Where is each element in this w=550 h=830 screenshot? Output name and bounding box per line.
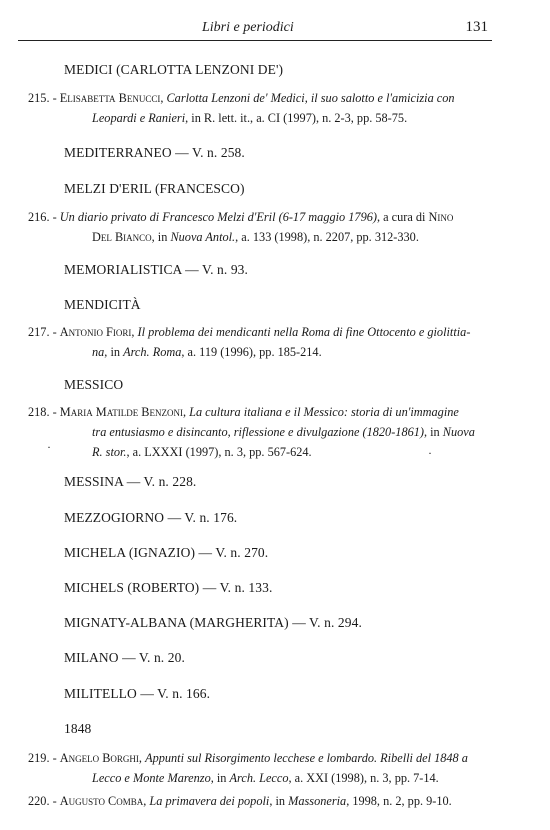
margin-dot: · (428, 446, 432, 460)
entry-author: Elisabetta Benucci (59, 91, 161, 105)
entry-number: 220. - (28, 794, 60, 808)
entry-source: , 1998, n. 2, pp. 9-10. (346, 794, 452, 808)
entry-title: Il problema dei mendicanti nella Roma di fine Ottocento e giolittia- (137, 325, 471, 339)
entry-title: La primavera dei popoli (149, 794, 270, 808)
entry-journal: Massoneria (288, 794, 347, 808)
subject-heading: MICHELA (IGNAZIO) — V. n. 270. (64, 545, 269, 560)
subject-heading: MELZI D'ERIL (FRANCESCO) (64, 181, 245, 196)
entry-journal-continued: R. stor. (92, 445, 127, 459)
subject-heading: MEDICI (CARLOTTA LENZONI DE') (64, 62, 284, 77)
entry-editor-continued: Del Bianco (92, 230, 152, 244)
entry-title-continued: Leopardi e Ranieri (92, 111, 186, 125)
subject-heading: MENDICITÀ (64, 297, 141, 312)
entry-journal: Arch. Lecco (229, 771, 289, 785)
entry-author: Angelo Borghi (59, 751, 139, 765)
subject-heading: MILANO — V. n. 20. (64, 650, 185, 665)
running-title: Libri e periodici (202, 20, 294, 35)
entry-title: Carlotta Lenzoni de' Medici, il suo salotto e l'amicizia con (166, 91, 455, 105)
bibliography-entry-216: 216. - Un diario privato di Francesco Melzi d'Eril (6-17 maggio 1796), a cura di Nino Del Bianco, in Nuova Antol., a. 133 (1998), n. 2207, pp. 312-330. (28, 210, 454, 244)
entry-title: La cultura italiana e il Messico: storia di un'immagine (189, 405, 459, 419)
subject-heading: MICHELS (ROBERTO) — V. n. 133. (64, 580, 273, 595)
entry-title-continued: na (92, 345, 105, 359)
entry-number: 215. - (28, 91, 60, 105)
entry-author: Maria Matilde Benzoni (59, 405, 183, 419)
entry-number: 216. - (28, 210, 60, 224)
entry-source: , a. LXXXI (1997), n. 3, pp. 567-624. (126, 445, 312, 459)
subject-heading: MILITELLO — V. n. 166. (64, 686, 211, 701)
entry-source: , a. 119 (1996), pp. 185-214. (181, 345, 322, 359)
entry-source: , a. 133 (1998), n. 2207, pp. 312-330. (235, 230, 419, 244)
subject-heading: MEMORIALISTICA — V. n. 93. (64, 262, 248, 277)
bibliography-entry-220: 220. - Augusto Comba, La primavera dei popoli, in Massoneria, 1998, n. 2, pp. 9-10. (28, 794, 452, 808)
entry-title: Un diario privato di Francesco Melzi d'Eril (6-17 maggio 1796) (59, 210, 377, 224)
bibliography-entry-217: 217. - Antonio Fiori, Il problema dei mendicanti nella Roma di fine Ottocento e giolittia- na, in Arch. Roma, a. 119 (1996), pp. 185-214. (28, 325, 471, 359)
bibliography-entry-215: 215. - Elisabetta Benucci, Carlotta Lenzoni de' Medici, il suo salotto e l'amicizia con Leopardi e Ranieri, in R. lett. it., a. CI (1997), n. 2-3, pp. 58-75. (28, 91, 455, 125)
bibliography-entry-218: 218. - Maria Matilde Benzoni, La cultura italiana e il Messico: storia di un'immagine tra entusiasmo e disincanto, riflessione e divulgazione (1820-1861), in Nuova R. stor., a. LXXXI (1997), n. 3, pp. 567-624. (28, 405, 475, 459)
subject-heading: MIGNATY-ALBANA (MARGHERITA) — V. n. 294. (64, 615, 362, 630)
entry-title: Appunti sul Risorgimento lecchese e lombardo. Ribelli del 1848 a (145, 751, 468, 765)
subject-heading: MESSINA — V. n. 228. (64, 474, 197, 489)
bibliography-entry-219: 219. - Angelo Borghi, Appunti sul Risorgimento lecchese e lombardo. Ribelli del 1848 a Lecco e Monte Marenzo, in Arch. Lecco, a. XXI (1998), n. 3, pp. 7-14. (28, 751, 468, 785)
entry-number: 217. - (28, 325, 60, 339)
entry-number: 218. - (28, 405, 60, 419)
subject-heading: MEZZOGIORNO — V. n. 176. (64, 510, 238, 525)
entry-author: Augusto Comba (59, 794, 144, 808)
entry-journal: Arch. Roma (123, 345, 182, 359)
entry-editor: Nino (428, 210, 454, 224)
entry-journal: Nuova Antol. (170, 230, 236, 244)
running-header (18, 14, 492, 41)
page-number: 131 (465, 19, 488, 35)
entry-source: , a. XXI (1998), n. 3, pp. 7-14. (288, 771, 439, 785)
entry-source: , in R. lett. it., a. CI (1997), n. 2-3, pp. 58-75. (185, 111, 408, 125)
subject-heading: MESSICO (64, 377, 124, 392)
subject-heading: 1848 (64, 721, 92, 736)
entry-journal: Nuova (442, 425, 475, 439)
subject-heading: MEDITERRANEO — V. n. 258. (64, 145, 245, 160)
entry-title-continued: tra entusiasmo e disincanto, riflessione e divulgazione (1820-1861) (92, 425, 424, 439)
entry-author: Antonio Fiori (59, 325, 132, 339)
margin-dot: · (47, 440, 51, 454)
entry-title-continued: Lecco e Monte Marenzo (92, 771, 211, 785)
entry-number: 219. - (28, 751, 60, 765)
